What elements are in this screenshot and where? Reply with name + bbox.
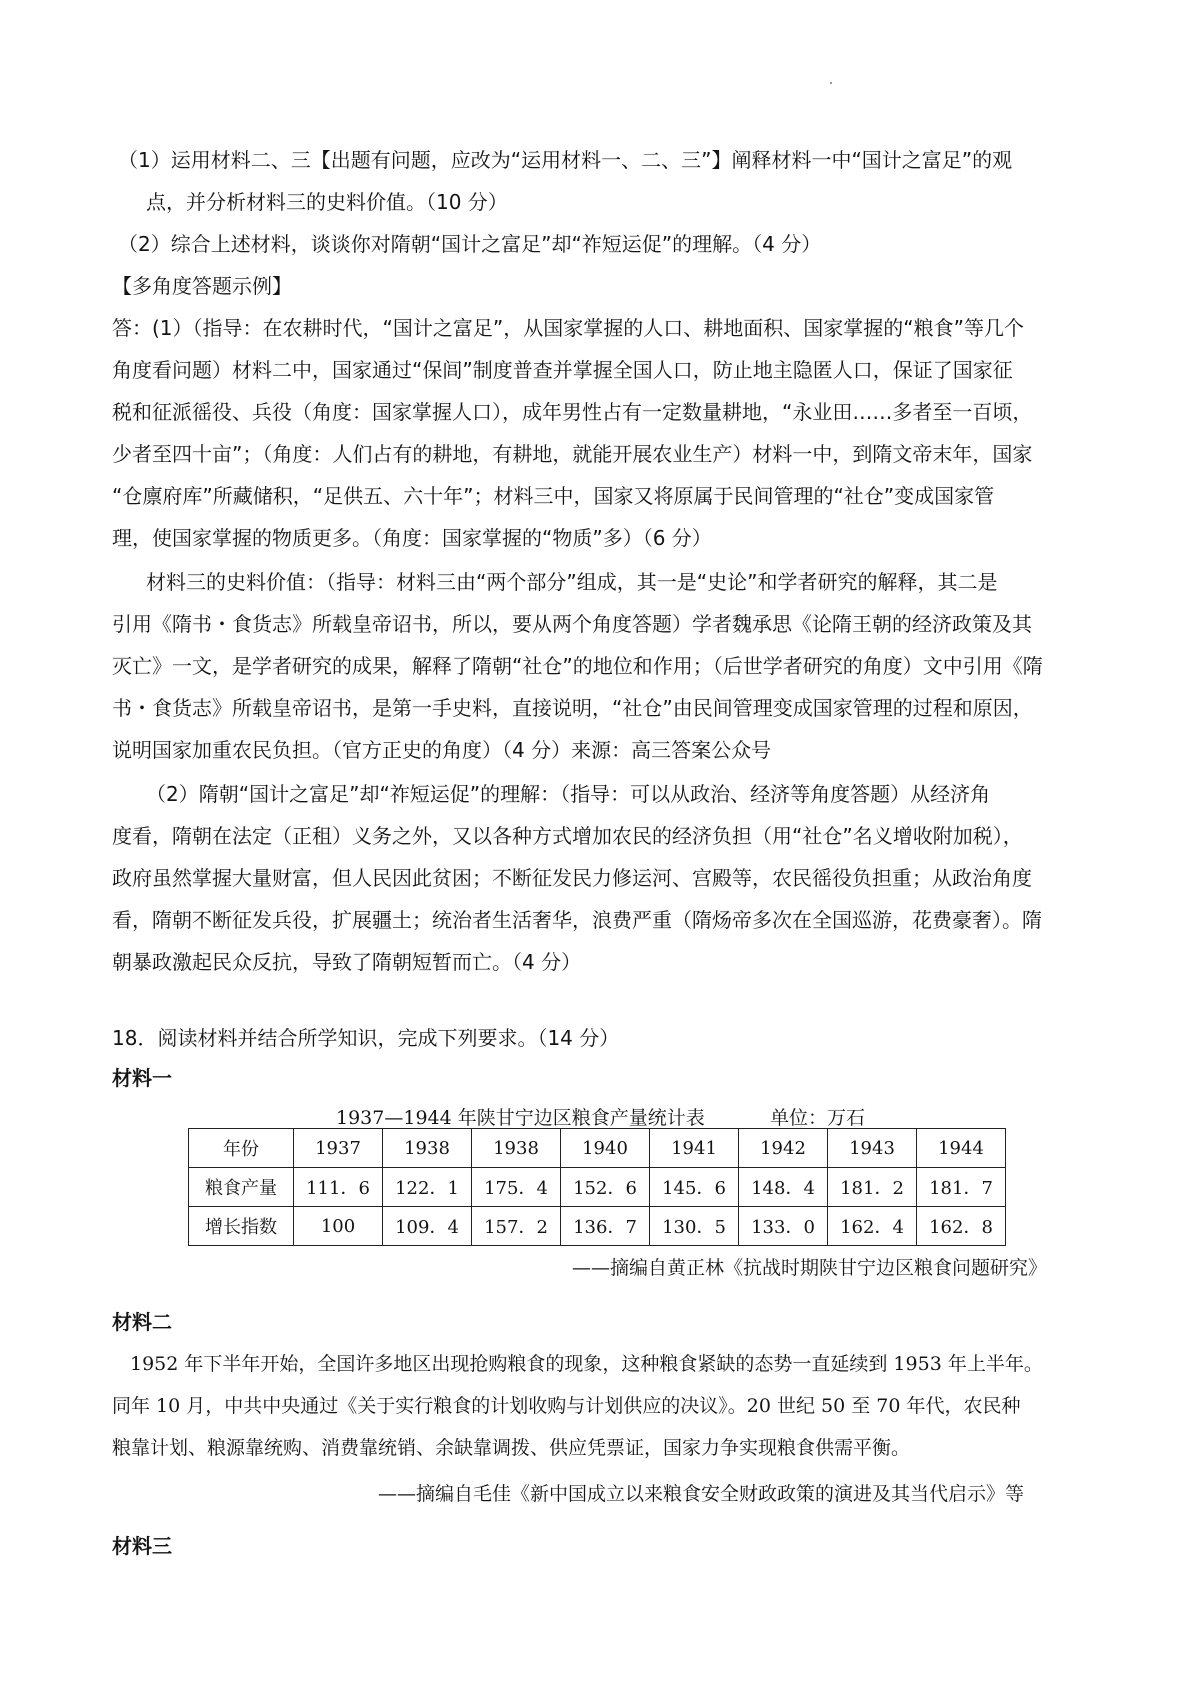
grain-output-table — [188, 1128, 1006, 1246]
table-header-cell: 1942 — [739, 1129, 828, 1168]
table-header-cell: 1938 — [383, 1129, 472, 1168]
table-cell: 109．4 — [383, 1207, 472, 1246]
table-cell: 148．4 — [739, 1168, 828, 1207]
table-cell: 145．6 — [650, 1168, 739, 1207]
answer-2-line: 度看，隋朝在法定（正租）义务之外，又以各种方式增加农民的经济负担（用“社仓”名义增收附加税）， — [112, 824, 1023, 848]
answer-1b-line: 引用《隋书・食货志》所载皇帝诏书，所以，要从两个角度答题）学者魏承思《论隋王朝的经济政策及其 — [112, 612, 1032, 636]
material-2-line: 粮靠计划、粮源靠统购、消费靠统销、余缺靠调拨、供应凭票证，国家力争实现粮食供需平衡。 — [112, 1437, 911, 1459]
question-1-line-2: 点，并分析材料三的史料价值。（10 分） — [146, 190, 508, 214]
answer-1-line: 答：(1）（指导：在农耕时代，“国计之富足”，从国家掌握的人口、耕地面积、国家掌握的“粮食”等几个 — [112, 316, 1024, 340]
answer-1-line: “仓廪府库”所藏储积，“足供五、六十年”；材料三中，国家又将原属于民间管理的“社仓”变成国家管 — [112, 484, 995, 508]
table-cell: 181．2 — [828, 1168, 917, 1207]
table-header-cell: 1940 — [561, 1129, 650, 1168]
table-cell: 133．0 — [739, 1207, 828, 1246]
answer-2-line: 看，隋朝不断征发兵役，扩展疆土；统治者生活奢华，浪费严重（隋炀帝多次在全国巡游，花费豪奢）。隋 — [112, 908, 1042, 932]
table-header-cell: 1938 — [472, 1129, 561, 1168]
table-row — [189, 1168, 1006, 1207]
answer-1b-line: 灭亡》一文，是学者研究的成果，解释了隋朝“社仓”的地位和作用；（后世学者研究的角度）文中引用《隋 — [112, 654, 1043, 678]
table-cell: 175．4 — [472, 1168, 561, 1207]
answer-1-line: 理，使国家掌握的物质更多。（角度：国家掌握的“物质”多）（6 分） — [112, 526, 712, 550]
answer-1-line: 税和征派徭役、兵役（角度：国家掌握人口），成年男性占有一定数量耕地，“永业田……多者至一百顷， — [112, 400, 1033, 424]
answer-2-line: 政府虽然掌握大量财富，但人民因此贫困；不断征发民力修运河、宫殿等，农民徭役负担重；从政治角度 — [112, 866, 1032, 890]
table-cell: 157．2 — [472, 1207, 561, 1246]
material-3-label: 材料三 — [112, 1534, 172, 1558]
material-2-label: 材料二 — [112, 1310, 172, 1334]
answer-2-line: （2）隋朝“国计之富足”却“祚短运促”的理解：（指导：可以从政治、经济等角度答题）从经济角 — [146, 782, 991, 806]
table-cell: 152．6 — [561, 1168, 650, 1207]
table-cell: 111．6 — [294, 1168, 383, 1207]
scan-speck — [830, 82, 832, 84]
table-row — [189, 1207, 1006, 1246]
question-1-line-1: （1）运用材料二、三【出题有问题，应改为“运用材料一、二、三”】阐释材料一中“国计之富足”的观 — [118, 148, 1013, 172]
table-header-cell: 1944 — [917, 1129, 1006, 1168]
table-cell: 136．7 — [561, 1207, 650, 1246]
answer-1b-line: 书・食货志》所载皇帝诏书，是第一手史料，直接说明，“社仓”由民间管理变成国家管理的过程和原因， — [112, 696, 1033, 720]
table-header-cell: 1941 — [650, 1129, 739, 1168]
answer-2-line: 朝暴政激起民众反抗，导致了隋朝短暂而亡。（4 分） — [112, 950, 582, 974]
table-title: 1937—1944 年陕甘宁边区粮食产量统计表 — [336, 1107, 705, 1129]
table-cell: 粮食产量 — [189, 1168, 294, 1207]
answer-1-line: 少者至四十亩”；（角度：人们占有的耕地，有耕地，就能开展农业生产）材料一中，到隋文帝末年，国家 — [112, 442, 1033, 466]
table-cell: 100 — [294, 1207, 383, 1246]
question-2: （2）综合上述材料，谈谈你对隋朝“国计之富足”却“祚短运促”的理解。（4 分） — [118, 232, 822, 256]
material-1-label: 材料一 — [112, 1066, 172, 1090]
table-cell: 130．5 — [650, 1207, 739, 1246]
table-header-cell: 1937 — [294, 1129, 383, 1168]
question-18-stem: 18．阅读材料并结合所学知识，完成下列要求。（14 分） — [112, 1026, 620, 1050]
table-cell: 122．1 — [383, 1168, 472, 1207]
material-2-line: 同年 10 月，中共中央通过《关于实行粮食的计划收购与计划供应的决议》。20 世纪 50 至 70 年代，农民种 — [112, 1395, 1021, 1417]
table-cell: 162．8 — [917, 1207, 1006, 1246]
answer-1-line: 角度看问题）材料二中，国家通过“保闾”制度普查并掌握全国人口，防止地主隐匿人口，保证了国家征 — [112, 358, 1013, 382]
table-cell: 181．7 — [917, 1168, 1006, 1207]
table-source: ——摘编自黄正林《抗战时期陕甘宁边区粮食问题研究》 — [572, 1257, 1048, 1279]
material-2-source: ——摘编自毛佳《新中国成立以来粮食安全财政政策的演进及其当代启示》等 — [378, 1483, 1025, 1505]
table-unit: 单位：万石 — [770, 1107, 866, 1129]
table-header-cell: 1943 — [828, 1129, 917, 1168]
answer-example-heading: 【多角度答题示例】 — [112, 274, 292, 298]
material-2-line: 1952 年下半年开始，全国许多地区出现抢购粮食的现象，这种粮食紧缺的态势一直延续到 1953 年上半年。 — [130, 1353, 1043, 1375]
table-header-row — [189, 1129, 1006, 1168]
answer-1b-line: 说明国家加重农民负担。（官方正史的角度）（4 分）来源：高三答案公众号 — [112, 738, 772, 762]
answer-1b-line: 材料三的史料价值：（指导：材料三由“两个部分”组成，其一是“史论”和学者研究的解释，其二是 — [146, 570, 998, 594]
table-header-cell: 年份 — [189, 1129, 294, 1168]
table-cell: 增长指数 — [189, 1207, 294, 1246]
table-cell: 162．4 — [828, 1207, 917, 1246]
